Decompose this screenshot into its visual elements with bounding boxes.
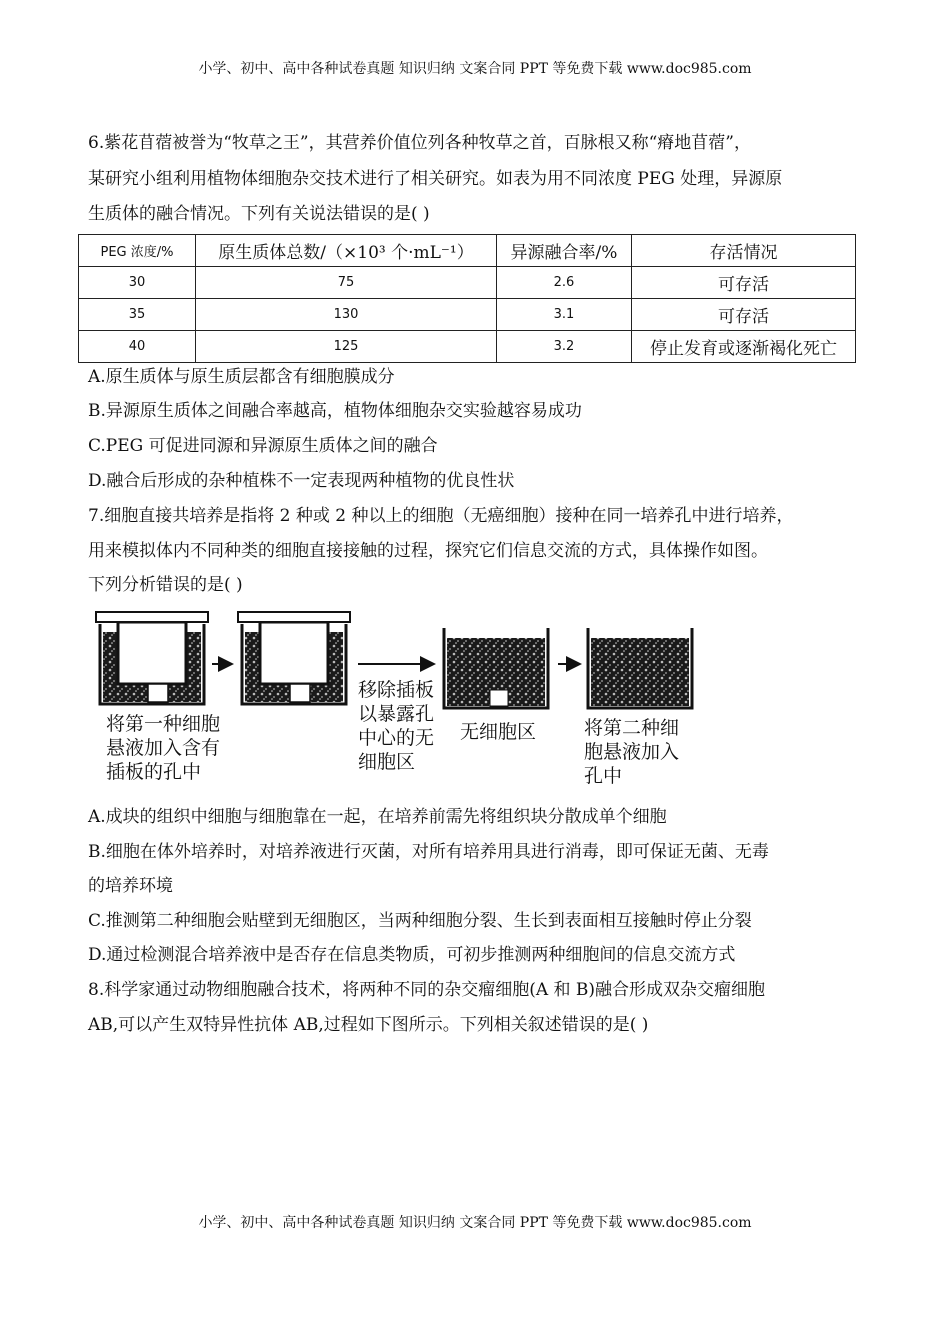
table-header-row [79, 235, 856, 267]
q7-stem-line3: 下列分析错误的是( ) [88, 575, 243, 595]
cell: 停止发育或逐渐褐化死亡 [632, 331, 856, 363]
q7-option-b-line2: 的培养环境 [88, 876, 173, 896]
cell: 35 [79, 299, 196, 331]
cell: 125 [196, 331, 497, 363]
fig-label-2-line2: 以暴露孔 [358, 703, 435, 725]
q7-option-d: D.通过检测混合培养液中是否存在信息类物质，可初步推测两种细胞间的信息交流方式 [88, 945, 736, 965]
q6-option-c: C.PEG 可促进同源和异源原生质体之间的融合 [88, 436, 438, 456]
q6-stem-line1: 6.紫花苜蓿被誉为“牧草之王”，其营养价值位列各种牧草之首，百脉根又称“瘠地苜蓿”， [88, 133, 751, 153]
q7-stem-line1: 7.细胞直接共培养是指将 2 种或 2 种以上的细胞（无癌细胞）接种在同一培养孔中进行培养， [88, 506, 794, 526]
page-footer: 小学、初中、高中各种试卷真题 知识归纳 文案合同 PPT 等免费下载 www.doc985.com [198, 1215, 752, 1231]
q6-stem-line3: 生质体的融合情况。下列有关说法错误的是( ) [88, 204, 430, 224]
cell: 40 [79, 331, 196, 363]
cell: 130 [196, 299, 497, 331]
well-3 [444, 628, 548, 708]
fig-label-2-line1: 移除插板 [358, 679, 435, 701]
fig-label-2-line3: 中心的无 [358, 727, 435, 749]
cell: 3.2 [497, 331, 632, 363]
col-survival: 存活情况 [632, 235, 856, 267]
q7-stem-line2: 用来模拟体内不同种类的细胞直接接触的过程，探究它们信息交流的方式，具体操作如图。 [88, 541, 768, 561]
well-2 [238, 612, 350, 704]
table-row [79, 331, 856, 363]
table-row [79, 267, 856, 299]
well-4 [588, 628, 692, 708]
fig-label-1-line1: 将第一种细胞 [106, 713, 221, 735]
q6-option-b: B.异源原生质体之间融合率越高，植物体细胞杂交实验越容易成功 [88, 401, 582, 421]
col-total: 原生质体总数/（×10³ 个·mL⁻¹） [196, 235, 497, 267]
cell: 2.6 [497, 267, 632, 299]
q7-option-b-line1: B.细胞在体外培养时，对培养液进行灭菌，对所有培养用具进行消毒，即可保证无菌、无毒 [88, 842, 769, 862]
q6-stem-line2: 某研究小组利用植物体细胞杂交技术进行了相关研究。如表为用不同浓度 PEG 处理，异源原 [88, 169, 783, 189]
q6-option-a: A.原生质体与原生质层都含有细胞膜成分 [88, 367, 395, 387]
coculture-figure [92, 604, 712, 794]
fig-label-4-line1: 将第二种细 [584, 717, 680, 739]
table-row [79, 299, 856, 331]
q7-option-c: C.推测第二种细胞会贴壁到无细胞区，当两种细胞分裂、生长到表面相互接触时停止分裂 [88, 911, 752, 931]
fig-label-1-line2: 悬液加入含有 [106, 737, 221, 759]
fig-label-3: 无细胞区 [460, 721, 537, 743]
well-1 [96, 612, 208, 704]
fig-label-1-line3: 插板的孔中 [106, 761, 202, 783]
q8-stem-line2: AB,可以产生双特异性抗体 AB,过程如下图所示。下列相关叙述错误的是( ) [88, 1015, 649, 1035]
q8-stem-line1: 8.科学家通过动物细胞融合技术，将两种不同的杂交瘤细胞(A 和 B)融合形成双杂交瘤细胞 [88, 980, 766, 1000]
cell: 可存活 [632, 299, 856, 331]
q7-option-a: A.成块的组织中细胞与细胞靠在一起，在培养前需先将组织块分散成单个细胞 [88, 807, 667, 827]
col-rate: 异源融合率/% [497, 235, 632, 267]
fig-label-4-line3: 孔中 [584, 765, 623, 787]
cell: 3.1 [497, 299, 632, 331]
cell: 30 [79, 267, 196, 299]
cell: 可存活 [632, 267, 856, 299]
q6-option-d: D.融合后形成的杂种植株不一定表现两种植物的优良性状 [88, 471, 515, 491]
cell: 75 [196, 267, 497, 299]
fig-label-4-line2: 胞悬液加入 [584, 741, 680, 763]
fig-label-2-line4: 细胞区 [358, 751, 416, 773]
peg-table [78, 234, 856, 363]
page-header: 小学、初中、高中各种试卷真题 知识归纳 文案合同 PPT 等免费下载 www.doc985.com [198, 61, 752, 77]
col-peg: PEG 浓度/% [79, 235, 196, 267]
